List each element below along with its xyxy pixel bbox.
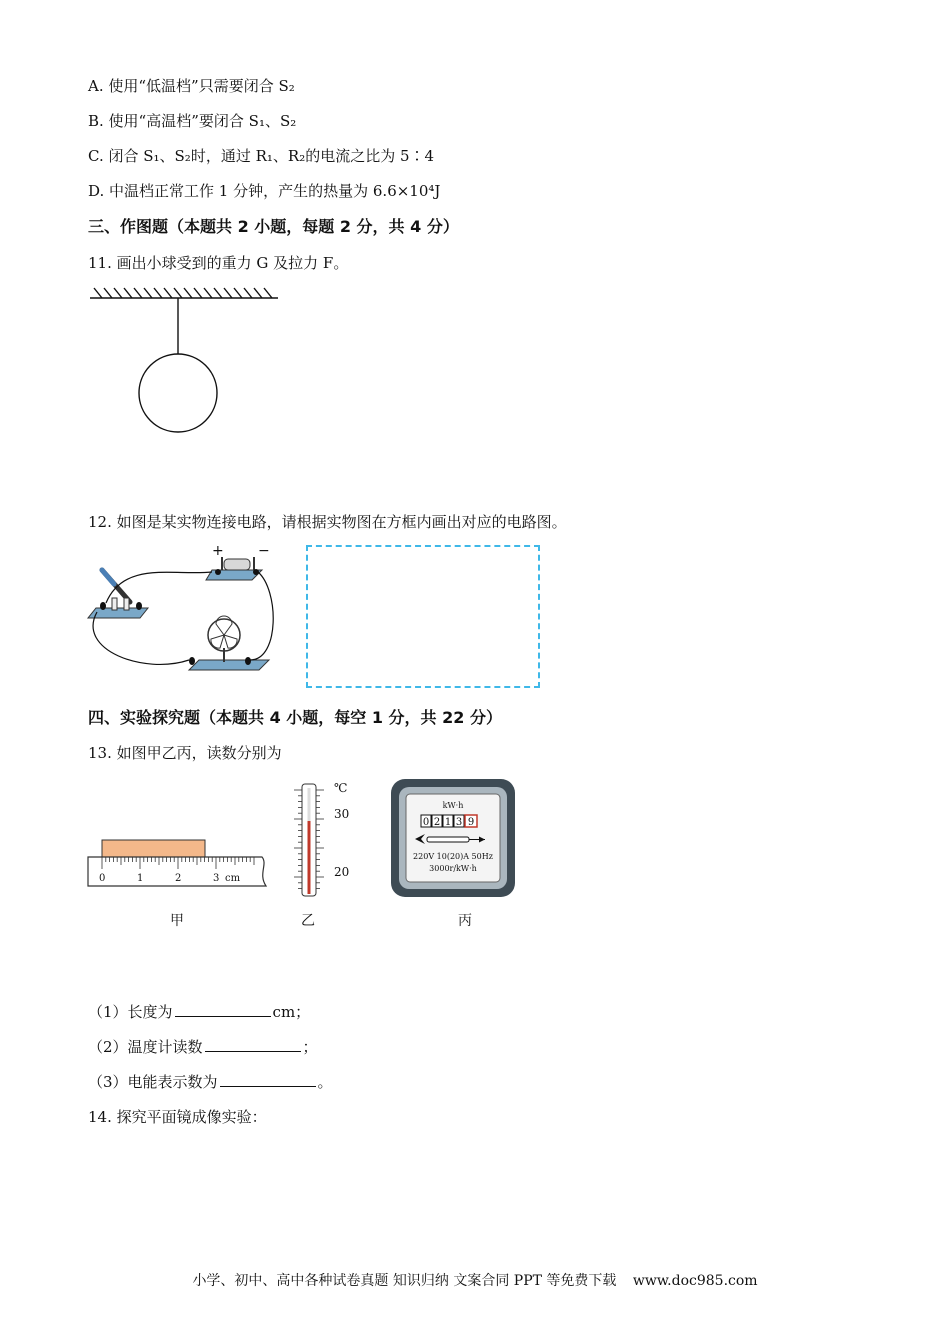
answer-blank[interactable] (220, 1072, 316, 1087)
option-a: A. 使用“低温档”只需要闭合 S₂ (88, 77, 295, 95)
footer-url[interactable]: www.doc985.com (632, 1273, 758, 1289)
measured-block (102, 840, 205, 857)
meter-digit: 1 (444, 817, 452, 828)
question-11: 11. 画出小球受到的重力 G 及拉力 F。 (88, 254, 349, 272)
battery-minus-label: − (258, 543, 270, 559)
battery (206, 557, 262, 580)
ball (139, 354, 217, 432)
option-b: B. 使用“高温档”要闭合 S₁、S₂ (88, 112, 297, 130)
thermometer-unit: ℃ (334, 781, 348, 795)
answer-box[interactable] (306, 545, 540, 688)
ceiling-hatch (94, 288, 272, 298)
thermometer-figure (290, 778, 360, 898)
option-d: D. 中温档正常工作 1 分钟，产生的热量为 6.6×10⁴J (88, 182, 441, 200)
caption-bing: 丙 (458, 913, 472, 929)
pendulum-figure (88, 284, 288, 439)
answer-line-1 (88, 1002, 310, 1022)
meter-digit-decimal: 9 (467, 817, 475, 828)
answer-prefix: （2）温度计读数 (88, 1038, 203, 1056)
answer-suffix: cm； (272, 1003, 311, 1021)
meter-unit: kW·h (442, 801, 464, 810)
thermometer-label-30: 30 (334, 807, 350, 821)
meter-spec: 220V 10(20)A 50Hz (413, 852, 493, 861)
ruler-unit: cm (225, 873, 241, 884)
section-3-title: 三、作图题（本题共 2 小题，每题 2 分，共 4 分） (88, 217, 459, 236)
fan (189, 616, 269, 670)
caption-jia: 甲 (170, 913, 184, 929)
caption-yi: 乙 (301, 913, 315, 929)
ruler-label-1: 1 (137, 873, 144, 884)
switch (88, 570, 148, 618)
answer-blank[interactable] (205, 1037, 301, 1052)
answer-line-2 (88, 1037, 318, 1057)
option-c: C. 闭合 S₁、S₂时，通过 R₁、R₂的电流之比为 5∶4 (88, 147, 435, 165)
ruler-figure (86, 836, 272, 890)
meter-rate: 3000r/kW·h (429, 864, 477, 873)
thermometer-label-20: 20 (334, 865, 350, 879)
meter-digit: 3 (455, 817, 463, 828)
answer-suffix: ； (302, 1038, 318, 1056)
answer-prefix: （3）电能表示数为 (88, 1073, 218, 1091)
electric-meter-figure (389, 777, 517, 899)
question-12: 12. 如图是某实物连接电路，请根据实物图在方框内画出对应的电路图。 (88, 513, 567, 531)
battery-plus-label: + (212, 543, 224, 559)
footer-text: 小学、初中、高中各种试卷真题 知识归纳 文案合同 PPT 等免费下载 (192, 1273, 617, 1289)
section-4-title: 四、实验探究题（本题共 4 小题，每空 1 分，共 22 分） (88, 708, 502, 727)
answer-prefix: （1）长度为 (88, 1003, 173, 1021)
meter-digit: 2 (433, 817, 441, 828)
ruler-label-3: 3 (213, 873, 220, 884)
page-footer (0, 1270, 950, 1290)
answer-blank[interactable] (175, 1002, 271, 1017)
ruler-label-0: 0 (99, 873, 106, 884)
question-14: 14. 探究平面镜成像实验： (88, 1108, 267, 1126)
meter-digit: 0 (422, 817, 430, 828)
answer-suffix: 。 (317, 1073, 333, 1091)
question-13: 13. 如图甲乙丙，读数分别为 (88, 744, 282, 762)
answer-line-3 (88, 1072, 333, 1092)
circuit-figure (84, 540, 284, 682)
ruler-label-2: 2 (175, 873, 182, 884)
